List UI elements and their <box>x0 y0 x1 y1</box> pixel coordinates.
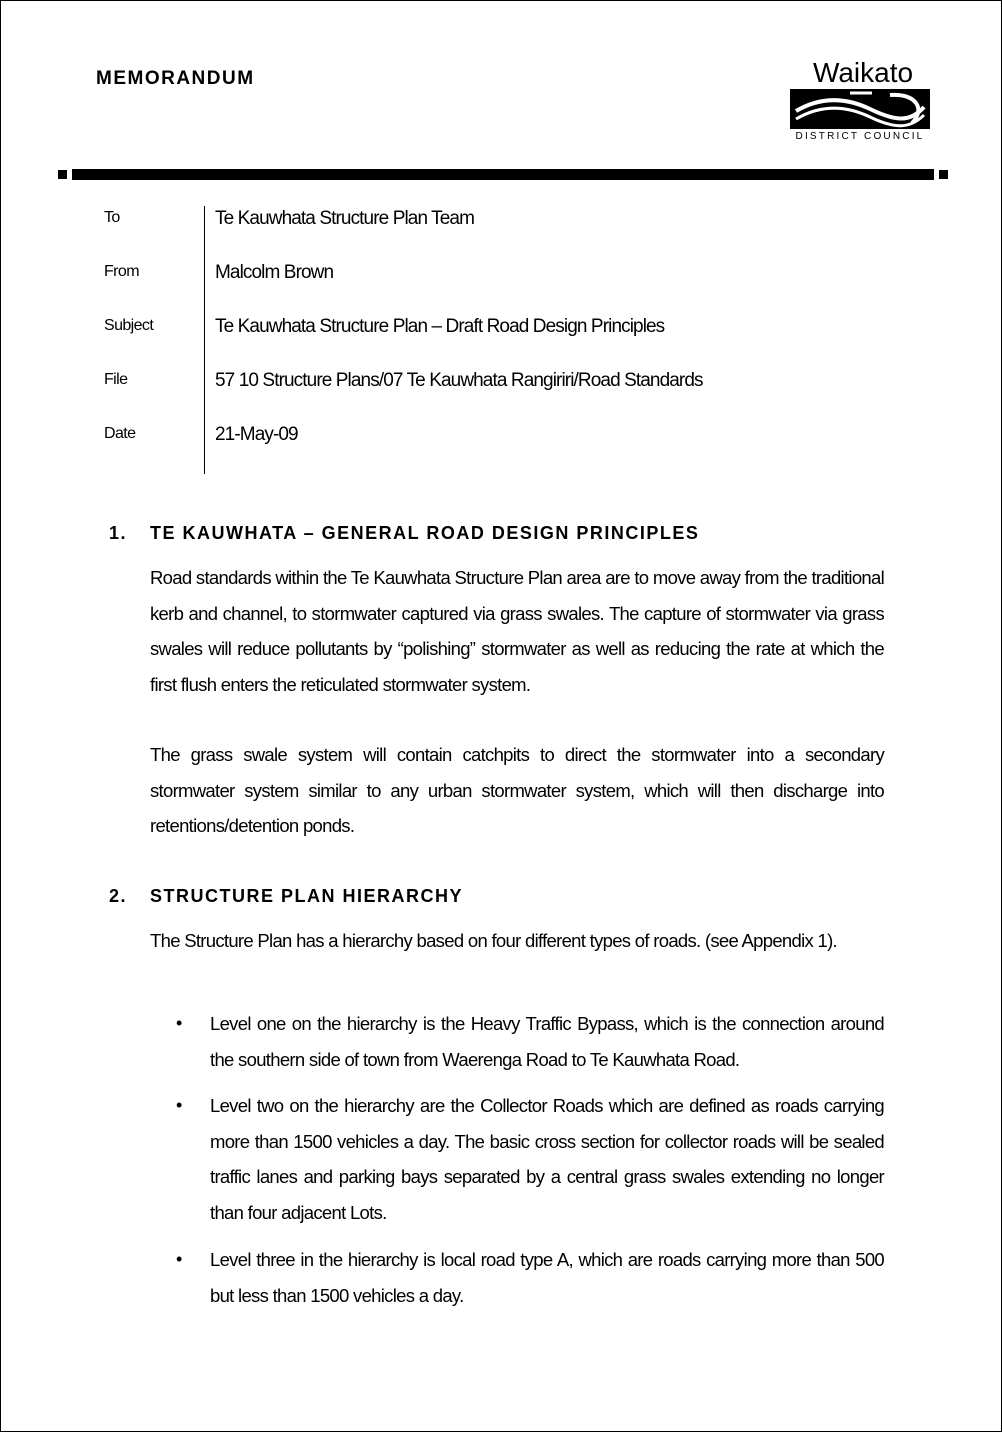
list-item-text: Level two on the hierarchy are the Collector Roads which are defined as roads carrying more than 1500 vehicles a day. The basic cross section for collector roads will be sealed traffic lanes and parking bays separated by a central grass swales extending no longer than four adjacent Lots. <box>210 1095 884 1223</box>
field-label: Date <box>104 425 136 442</box>
paragraph: The Structure Plan has a hierarchy based on four different types of roads. (see Appendix 1). <box>150 930 838 951</box>
bullet-icon: • <box>176 1095 183 1115</box>
bullet-icon: • <box>176 1013 183 1033</box>
section-number: 1. <box>109 523 128 543</box>
logo-wordmark: Waikato <box>812 57 914 88</box>
field-from <box>0 260 1002 290</box>
list-item-text: Level three in the hierarchy is local road type A, which are roads carrying more than 500 but less than 1500 vehicles a day. <box>210 1249 884 1306</box>
field-value: 57 10 Structure Plans/07 Te Kauwhata Rangiriri/Road Standards <box>215 370 703 391</box>
waikato-river-wave-logo-icon <box>790 89 930 129</box>
field-subject <box>0 314 1002 344</box>
memo-heading: MEMORANDUM <box>96 68 255 89</box>
field-label: From <box>104 263 139 280</box>
waikato-logo <box>790 58 932 144</box>
bullet-icon: • <box>176 1249 183 1269</box>
field-to <box>0 206 1002 236</box>
section-title: TE KAUWHATA – GENERAL ROAD DESIGN PRINCIPLES <box>150 523 700 543</box>
paragraph: The grass swale system will contain catchpits to direct the stormwater into a secondary stormwater system similar to any urban stormwater system, which will then discharge into retentions/detention ponds. <box>150 744 884 836</box>
field-value: Te Kauwhata Structure Plan – Draft Road Design Principles <box>215 316 665 337</box>
field-value: Te Kauwhata Structure Plan Team <box>215 208 475 229</box>
header-divider <box>58 169 948 180</box>
paragraph: Road standards within the Te Kauwhata Structure Plan area are to move away from the traditional kerb and channel, to stormwater captured via grass swales. The capture of stormwater via grass swales will reduce pollutants by “polishing” stormwater as well as reducing the rate at which the first flush enters the reticulated stormwater system. <box>150 567 884 695</box>
list-item-text: Level one on the hierarchy is the Heavy Traffic Bypass, which is the connection around the southern side of town from Waerenga Road to Te Kauwhata Road. <box>210 1013 884 1070</box>
field-file <box>0 368 1002 398</box>
field-value: Malcolm Brown <box>215 262 334 283</box>
field-label: File <box>104 371 128 388</box>
logo-subtitle: DISTRICT COUNCIL <box>795 131 925 142</box>
section-number: 2. <box>109 886 128 906</box>
field-date <box>0 422 1002 452</box>
field-label: To <box>104 209 120 226</box>
section-title: STRUCTURE PLAN HIERARCHY <box>150 886 464 906</box>
field-value: 21-May-09 <box>215 424 298 445</box>
field-label: Subject <box>104 317 154 334</box>
